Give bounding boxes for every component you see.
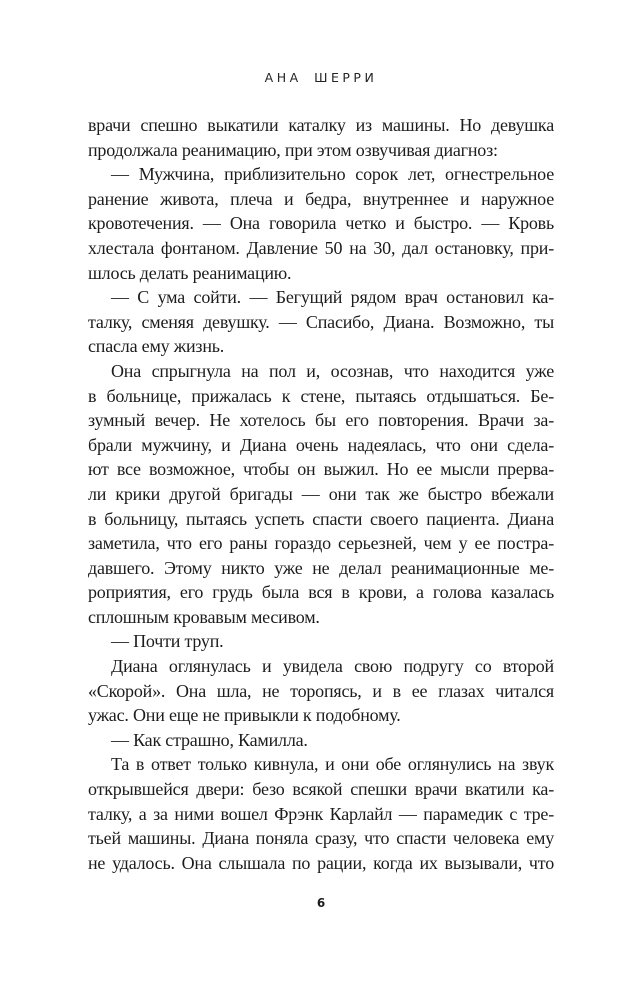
text-line: в больницу, пытаясь успеть спасти своего пациента. Диана <box>88 508 554 529</box>
text-line: ют все возможное, чтобы он выжил. Но ее мысли прерва- <box>88 459 554 480</box>
text-line: «Скорой». Она шла, не торопясь, и в ее глазах читался <box>88 680 554 701</box>
text-line: — Почти труп. <box>111 631 224 652</box>
text-line: Диана оглянулась и увидела свою подругу со второй <box>111 656 554 677</box>
text-line: ли крики другой бригады — они так же быстро вбежали <box>88 483 554 504</box>
text-line: тьей машины. Диана поняла сразу, что спасти человека ему <box>88 828 554 849</box>
text-line: продолжала реанимацию, при этом озвучивая диагноз: <box>88 139 498 160</box>
text-line: спасла ему жизнь. <box>88 336 225 357</box>
text-line: в больнице, прижалась к стене, пытаясь отдышаться. Бе- <box>88 385 554 406</box>
text-line: зумный вечер. Не хотелось бы его повторения. Врачи за- <box>88 410 554 431</box>
text-line: ужас. Они еще не привыкли к подобному. <box>88 705 401 726</box>
text-line: заметила, что его раны гораздо серьезней, чем у ее постра- <box>88 533 554 554</box>
text-line: — Как страшно, Камилла. <box>111 729 308 750</box>
text-line: Она спрыгнула на пол и, осознав, что находится уже <box>111 360 554 381</box>
text-line: хлестала фонтаном. Давление 50 на 30, дал остановку, при- <box>88 237 554 258</box>
text-line: ранение живота, плеча и бедра, внутреннее и наружное <box>88 188 554 209</box>
page-number: 6 <box>316 896 326 910</box>
text-line: открывшейся двери: безо всякой спешки врачи вкатили ка- <box>88 779 554 800</box>
text-line: врачи спешно выкатили каталку из машины. Но девушка <box>88 115 554 135</box>
text-line: талку, а за ними вошел Фрэнк Карлайл — парамедик с тре- <box>88 803 554 824</box>
text-line: — С ума сойти. — Бегущий рядом врач остановил ка- <box>111 287 554 308</box>
text-line: кровотечения. — Она говорила четко и быстро. — Кровь <box>88 213 554 234</box>
text-line: сплошным кровавым месивом. <box>88 606 320 627</box>
text-line: роприятия, его грудь была вся в крови, а голова казалась <box>88 582 554 603</box>
text-line: талку, сменяя девушку. — Спасибо, Диана. Возможно, ты <box>88 311 554 332</box>
text-line: не удалось. Она слышала по рации, когда их вызывали, что <box>88 852 554 873</box>
body-text-block <box>88 113 554 875</box>
text-line: Та в ответ только кивнула, и они обе оглянулись на звук <box>111 754 554 775</box>
text-line: шлось делать реанимацию. <box>88 262 292 283</box>
text-line: — Мужчина, приблизительно сорок лет, огнестрельное <box>111 164 554 185</box>
text-line: брали мужчину, и Диана очень надеялась, что они сдела- <box>88 434 554 455</box>
text-line: давшего. Этому никто уже не делал реанимационные ме- <box>88 557 554 578</box>
running-header-author: АНА ШЕРРИ <box>264 70 378 85</box>
